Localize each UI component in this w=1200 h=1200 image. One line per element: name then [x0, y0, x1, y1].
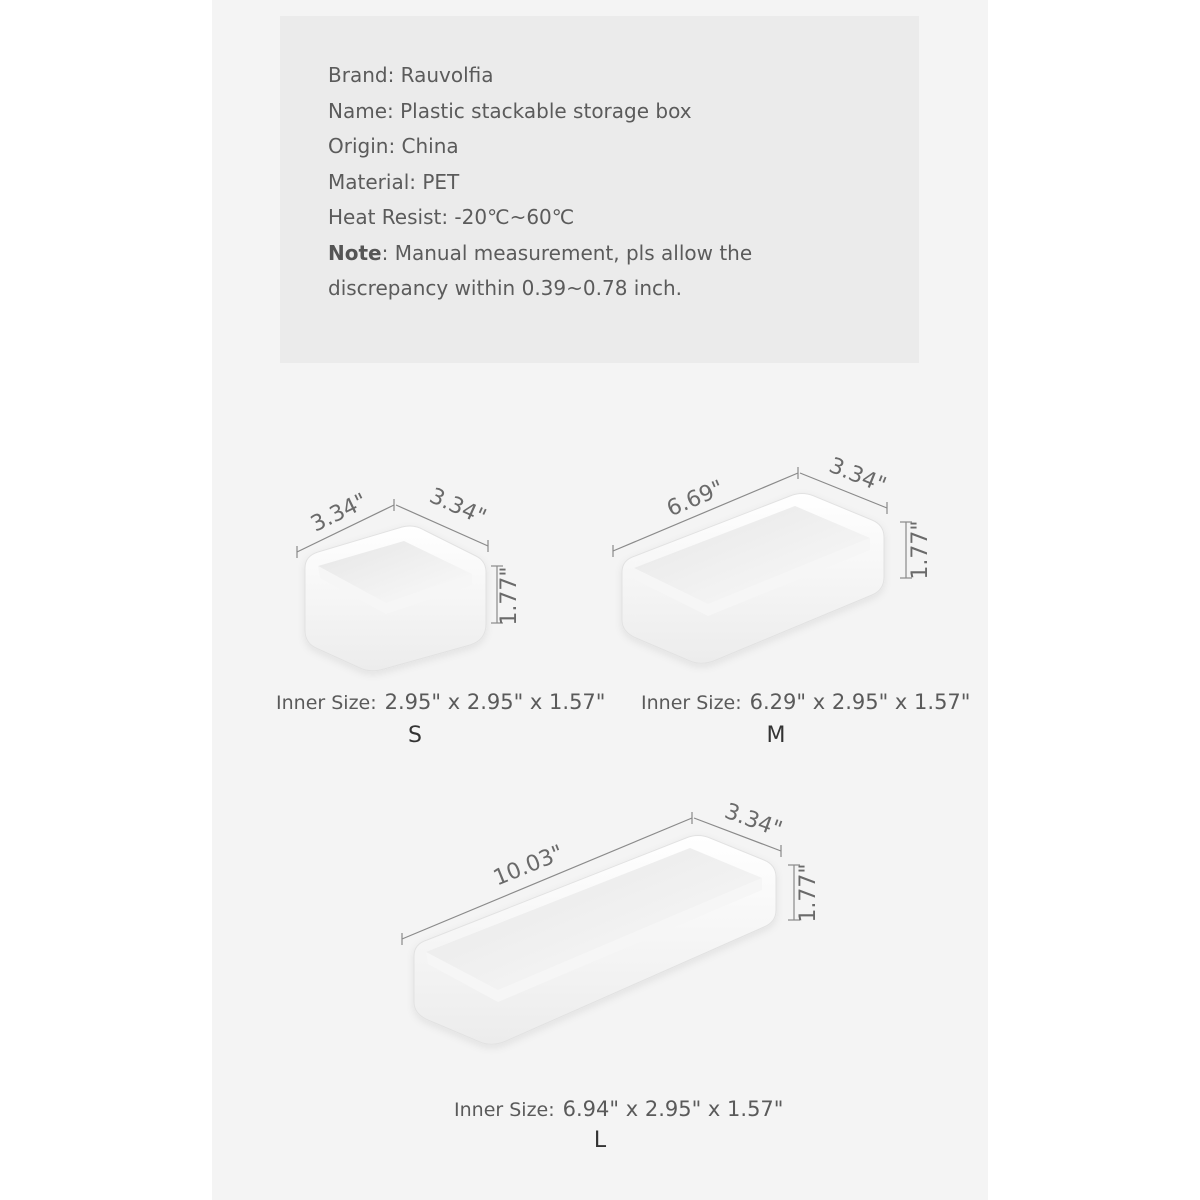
- spec-name: Name: Plastic stackable storage box: [328, 98, 692, 123]
- box-m-dim-height: 1.77": [908, 520, 933, 580]
- box-s-dim-length: 3.34": [307, 488, 372, 538]
- box-l-inner-size: [454, 1097, 783, 1121]
- box-l-size-label: L: [593, 1128, 607, 1153]
- box-l-inner-label: Inner Size:: [454, 1099, 555, 1121]
- box-s-dim-height: 1.77": [497, 566, 522, 626]
- box-s-inner-size: [276, 690, 605, 714]
- box-m-inner-label: Inner Size:: [641, 692, 742, 714]
- spec-brand: Brand: Rauvolfia: [328, 63, 494, 87]
- box-m-dim-width: 3.34": [825, 453, 890, 499]
- box-l-dim-width: 3.34": [721, 799, 786, 843]
- box-m-illustration: [613, 453, 933, 663]
- box-m-inner-size: [641, 690, 970, 714]
- box-s-inner-label: Inner Size:: [276, 692, 377, 714]
- note-label: Note: [328, 240, 382, 265]
- box-l-dim-length: 10.03": [489, 840, 568, 892]
- box-l-inner-value: 6.94" x 2.95" x 1.57": [562, 1097, 784, 1121]
- box-s-illustration: [297, 484, 522, 671]
- box-m-inner-value: 6.29" x 2.95" x 1.57": [749, 690, 971, 714]
- spec-material: Material: PET: [328, 169, 460, 194]
- box-s-inner-value: 2.95" x 2.95" x 1.57": [384, 690, 606, 714]
- box-s-shape: [305, 526, 486, 671]
- box-l-shape: [414, 836, 776, 1045]
- box-s-dim-width: 3.34": [425, 483, 490, 531]
- box-m-dim-length: 6.69": [663, 475, 728, 523]
- spec-origin: Origin: China: [328, 134, 459, 158]
- box-s-size-label: S: [408, 723, 422, 748]
- box-m-size-label: M: [766, 723, 786, 748]
- spec-heat-resist: Heat Resist: -20℃~60℃: [328, 205, 575, 229]
- box-l-dim-height: 1.77": [796, 863, 821, 923]
- note-text: : Manual measurement, pls allow the discrepancy within 0.39~0.78 inch.: [328, 240, 753, 300]
- box-m-shape: [622, 494, 884, 664]
- box-l-illustration: [402, 799, 821, 1044]
